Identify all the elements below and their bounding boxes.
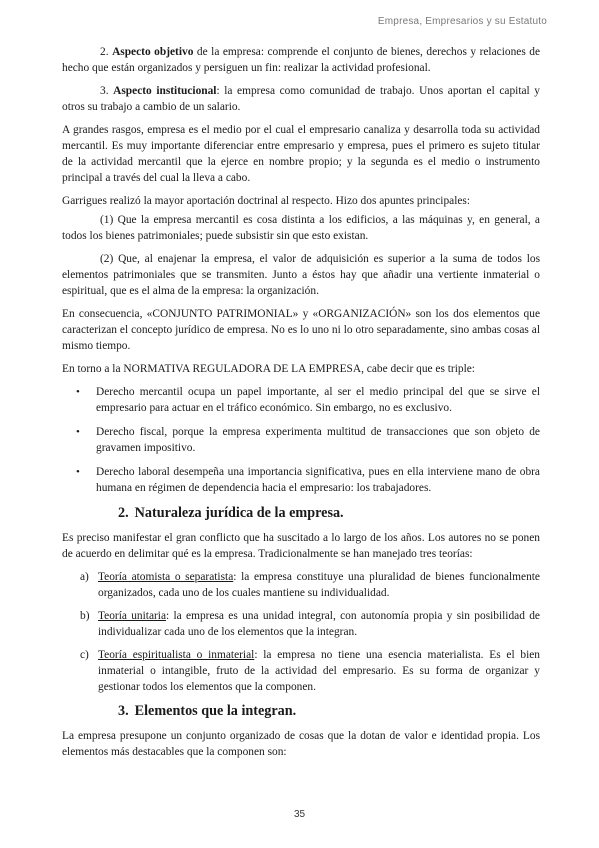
page-number: 35 [293,809,306,820]
running-header: Empresa, Empresarios y su Estatuto [377,16,547,27]
paragraph-empresa-medio: A grandes rasgos, empresa es el medio por el cual el empresario canaliza y desarrolla toda su actividad mercantil. Es muy importante diferenciar entre empresario y empresa, pues el primero es sujeto titular de la actividad mercantil que la ejerce en nombre propio; y la segunda es el medio o instrumento principal a través del cual la lleva a cabo. [62,124,540,184]
bullet-icon: • [76,386,80,398]
list-item-text: Derecho mercantil ocupa un papel importante, al ser el medio principal del que se sirve el empresario para actuar en el tráfico económico. Sin embargo, no es exclusivo. [96,386,540,414]
page-body [62,44,540,767]
section-number: 3. [118,703,129,719]
section-heading-elementos [62,702,540,720]
section-title: Elementos que la integran. [134,703,297,719]
theory-text: : la empresa es una unidad integral, con autonomía propia y sin posibilidad de individualizar cada uno de los elementos que la integran. [98,610,540,638]
list-item-text: Derecho laboral desempeña una importancia significativa, pues en ella interviene mano de obra humana en régimen de dependencia hacia el empresario: los trabajadores. [96,466,540,494]
section-title: Naturaleza jurídica de la empresa. [134,505,344,521]
section-heading-naturaleza [62,504,540,522]
bold-term: Aspecto objetivo [112,46,194,58]
list-marker: c) [80,649,89,661]
list-item [62,424,540,456]
normativa-list [62,384,540,496]
theory-term: Teoría atomista o separatista [98,571,234,583]
paragraph-apunte-1: (1) Que la empresa mercantil es cosa distinta a los edificios, a las máquinas y, en general, a todos los bienes patrimoniales; puede subsistir sin que esto existan. [62,214,540,242]
list-marker: b) [80,610,90,622]
theory-text: : la empresa constituye una pluralidad de bienes funcionalmente organizados, cada uno de los cuales mantiene su individualidad. [98,571,540,599]
bullet-icon: • [76,466,80,478]
paragraph-normativa: En torno a la NORMATIVA REGULADORA DE LA EMPRESA, cabe decir que es triple: [62,363,475,375]
list-item [62,569,540,601]
list-item [62,464,540,496]
list-item [62,608,540,640]
paragraph-text: de la empresa: comprende el conjunto de bienes, derechos y relaciones de hecho que están organizados y persiguen un fin: realizar la actividad profesional. [62,46,541,74]
paragraph-elementos-intro: La empresa presupone un conjunto organizado de cosas que la dotan de valor e identidad propia. Los elementos más destacables que la componen son: [62,730,540,758]
theories-list [62,569,540,695]
paragraph-apunte-2: (2) Que, al enajenar la empresa, el valor de adquisición es superior a la suma de todos los elementos patrimoniales que se transmiten. Junto a éstos hay que añadir una vertiente inmaterial o espiritual, que es el alma de la empresa: la organización. [62,253,540,297]
paragraph-garrigues: Garrigues realizó la mayor aportación doctrinal al respecto. Hizo dos apuntes principales: [62,195,471,207]
paragraph-aspecto-institucional [62,83,540,115]
theory-term: Teoría espiritualista o inmaterial [98,649,255,661]
list-marker: a) [80,571,89,583]
section-number: 2. [118,505,129,521]
list-item-text: Derecho fiscal, porque la empresa experimenta multitud de transacciones que son objeto de gravamen impositivo. [96,426,540,454]
bullet-icon: • [76,426,80,438]
paragraph-consecuencia: En consecuencia, «CONJUNTO PATRIMONIAL» y «ORGANIZACIÓN» son los dos elementos que caracterizan el concepto jurídico de empresa. No es lo uno ni lo otro separadamente, sino ambas cosas al mismo tiempo. [62,308,540,352]
theory-term: Teoría unitaria [98,610,167,622]
theory-text: : la empresa no tiene una esencia materialista. Es el bien inmaterial o intangible, fruto de la actividad del empresario. Es su forma de organizar y gestionar todos los elementos que la componen. [98,649,540,693]
paragraph-number: 3. [100,85,114,97]
paragraph-text: : la empresa como comunidad de trabajo. Unos aportan el capital y otros su trabajo a cambio de un salario. [62,85,540,113]
list-item [62,384,540,416]
list-item [62,647,540,695]
bold-term: Aspecto institucional [113,85,217,97]
paragraph-naturaleza-intro: Es preciso manifestar el gran conflicto que ha suscitado a lo largo de los años. Los autores no se ponen de acuerdo en delimitar qué es la empresa. Tradicionalmente se han manejado tres teorías: [62,532,540,560]
paragraph-number: 2. [100,46,113,58]
paragraph-aspecto-objetivo [62,44,540,76]
